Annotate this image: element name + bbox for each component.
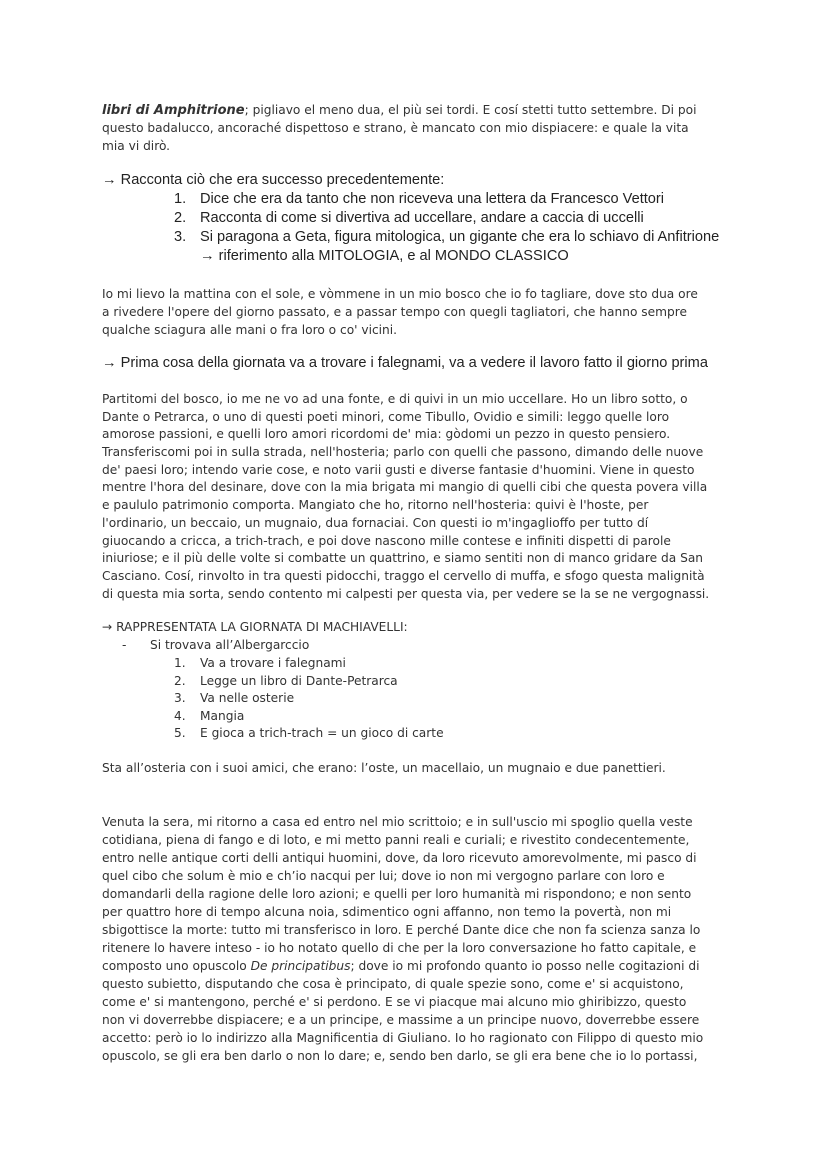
list-item: [174, 209, 719, 228]
text-line: quel cibo che solum è mio e ch’io nacqui per lui; dove io non mi vergogno parlare con loro e: [102, 869, 665, 883]
intro-paragraph: [102, 101, 696, 155]
text-line: non vi doverrebbe dispiacere; e a un principe, e massime a un principe nuovo, doverrebbe essere: [102, 1013, 700, 1027]
text-line: accetto: però io lo indirizzo alla Magnificentia di Giuliano. Io ho ragionato con Filippo di questo mio: [102, 1031, 704, 1045]
text-line: sbigottisce la morte: tutto mi transferisco in loro. E perché Dante dice che non fa scienza sanza lo: [102, 923, 701, 937]
list-number: 1.: [174, 191, 187, 207]
text-line: Io mi lievo la mattina con el sole, e vòmmene in un mio bosco che io fo tagliare, dove sto dua ore: [102, 287, 698, 301]
list-text: E gioca a trich-trach = un gioco di carte: [200, 726, 444, 740]
text-line: l'ordinario, un beccaio, un mugnaio, dua fornaciai. Con questi io m'ingaglioffo per tutto dí: [102, 515, 649, 530]
text-line: [102, 957, 703, 975]
list-text: Va nelle osterie: [200, 691, 295, 705]
note-heading: → Racconta ciò che era successo precedentemente:: [102, 172, 445, 188]
text-line: de' paesi loro; intendo varie cose, e noto varii gusti e diverse fantasie d'huomini. Viene in questo: [102, 462, 695, 477]
text-line: cotidiana, piena di fango e di loto, e mi metto panni reali e curiali; e rivestito condecentemente,: [102, 833, 690, 847]
list-number: 4.: [174, 708, 186, 723]
text-line: Partitomi del bosco, io me ne vo ad una fonte, e di quivi in un mio uccellare. Ho un libro sotto, o: [102, 392, 688, 406]
list-number: 3.: [174, 691, 186, 705]
text-line: questo subietto, disputando che cosa è principato, di quale spezie sono, come e' si acquistono,: [102, 977, 684, 991]
list-item: [174, 228, 719, 247]
list-text: Si paragona a Geta, figura mitologica, un gigante che era lo schiavo di Anfitrione: [200, 229, 720, 245]
list-number: 2.: [174, 210, 187, 226]
list-item: [174, 708, 444, 726]
text-line: mentre l'hora del desinare, dove con la mia brigata mi mangio di quelli cibi che questa povera villa: [102, 480, 708, 495]
list-item: [174, 725, 444, 743]
bullet: -: [122, 638, 127, 652]
text-line: ; pigliavo el meno dua, el più sei tordi. E cosí stetti tutto settembre. Di poi: [244, 103, 697, 117]
text-line: questo badalucco, ancoraché dispettoso e strano, è mancato con mio dispiacere: e quale la vita: [102, 121, 689, 135]
text-line: ritenere lo havere inteso - io ho notato quello di che per la loro conversazione ho fatto capitale, e: [102, 941, 697, 955]
bold-title: libri di Amphitrione: [102, 103, 245, 118]
note-2: → Prima cosa della giornata va a trovare i falegnami, va a vedere il lavoro fatto il giorno prima: [102, 355, 708, 371]
list-item: [174, 673, 444, 691]
paragraph-2: [102, 285, 698, 339]
text-line: opuscolo, se gli era ben darlo o non lo dare; e, sendo ben darlo, se gli era bene che io lo portassi,: [102, 1049, 698, 1063]
text: composto uno opuscolo: [102, 959, 251, 973]
list-item: [174, 190, 719, 209]
text-line: Casciano. Cosí, rinvolto in tra questi pidocchi, traggo el cervello di muffa, e sfogo questa malignità: [102, 568, 705, 583]
list-item: [174, 690, 444, 708]
text-line: entro nelle antique corti delli antiqui huomini, dove, da loro ricevuto amorevolmente, mi pasco di: [102, 851, 697, 865]
note-heading: → RAPPRESENTATA LA GIORNATA DI MACHIAVELLI:: [102, 620, 408, 634]
text-line: di questa mia sorta, sendo contento mi calpesti per questa via, per vedere se la se ne vergognassi.: [102, 586, 710, 601]
list-text: Racconta di come si divertiva ad uccellare, andare a caccia di uccelli: [200, 210, 644, 226]
list-number: 5.: [174, 726, 186, 740]
text-line: giuocando a cricca, a trich-trach, e poi dove nascono mille contese e infiniti dispetti di parole: [102, 533, 671, 548]
text-line: iniuriose; e il più delle volte si combatte un quattrino, e siamo sentiti non di manco gridare da San: [102, 551, 704, 566]
text-line: e paululo patrimonio comporta. Mangiato che ho, ritorno nell'hosteria: quivi è l'hoste, per: [102, 498, 649, 513]
text-line: Venuta la sera, mi ritorno a casa ed entro nel mio scrittoio; e in sull'uscio mi spoglio quella veste: [102, 815, 693, 829]
text-line: domandarli della ragione delle loro azioni; e quelli per loro humanità mi rispondono; e non sento: [102, 887, 692, 901]
note-3: [102, 619, 444, 740]
text-line: a rivedere l'opere del giorno passato, e a passar tempo con quegli tagliatori, che hanno sempre: [102, 305, 687, 319]
text-line: come e' si mantengono, perché e' si perdono. E se vi piacque mai alcuno mio ghiribizzo, questo: [102, 995, 687, 1009]
list-continuation: → riferimento alla MITOLOGIA, e al MONDO CLASSICO: [200, 248, 569, 264]
text-line: per quattro hore di tempo alcuna noia, sdimentico ogni affanno, non temo la povertà, non mi: [102, 905, 672, 919]
text: ; dove io mi profondo quanto io posso nelle cogitazioni di: [350, 959, 700, 973]
note-1: [102, 171, 719, 266]
sub-item: Si trovava all’Albergarccio: [150, 638, 310, 652]
list-number: 1.: [174, 656, 186, 670]
list-text: Va a trovare i falegnami: [200, 656, 346, 670]
list-text: Dice che era da tanto che non riceveva una lettera da Francesco Vettori: [200, 191, 665, 207]
paragraph-4: [102, 813, 703, 1065]
text-line: mia vi dirò.: [102, 139, 171, 153]
text-line: Transferiscomi poi in sulla strada, nell'hosteria; parlo con quelli che passono, dimando delle nuove: [102, 445, 704, 460]
list-text: Mangia: [200, 708, 245, 723]
list-text: Legge un libro di Dante-Petrarca: [200, 673, 398, 688]
text-line: amorose passioni, e quelli loro amori ricordomi de' mia: gòdomi un pezzo in questo pensiero.: [102, 427, 671, 442]
text-line: qualche sciagura alle mani o fra loro o co' vicini.: [102, 323, 398, 337]
book-title: De principatibus: [250, 959, 351, 973]
paragraph-3: [102, 391, 709, 603]
list-item: [174, 655, 444, 673]
text-line: Dante o Petrarca, o uno di questi poeti minori, come Tibullo, Ovidio e simili: leggo quelle loro: [102, 409, 670, 424]
list-number: 3.: [174, 229, 187, 245]
summary-line: Sta all’osteria con i suoi amici, che erano: l’oste, un macellaio, un mugnaio e due panettieri.: [102, 761, 666, 775]
list-number: 2.: [174, 673, 186, 688]
